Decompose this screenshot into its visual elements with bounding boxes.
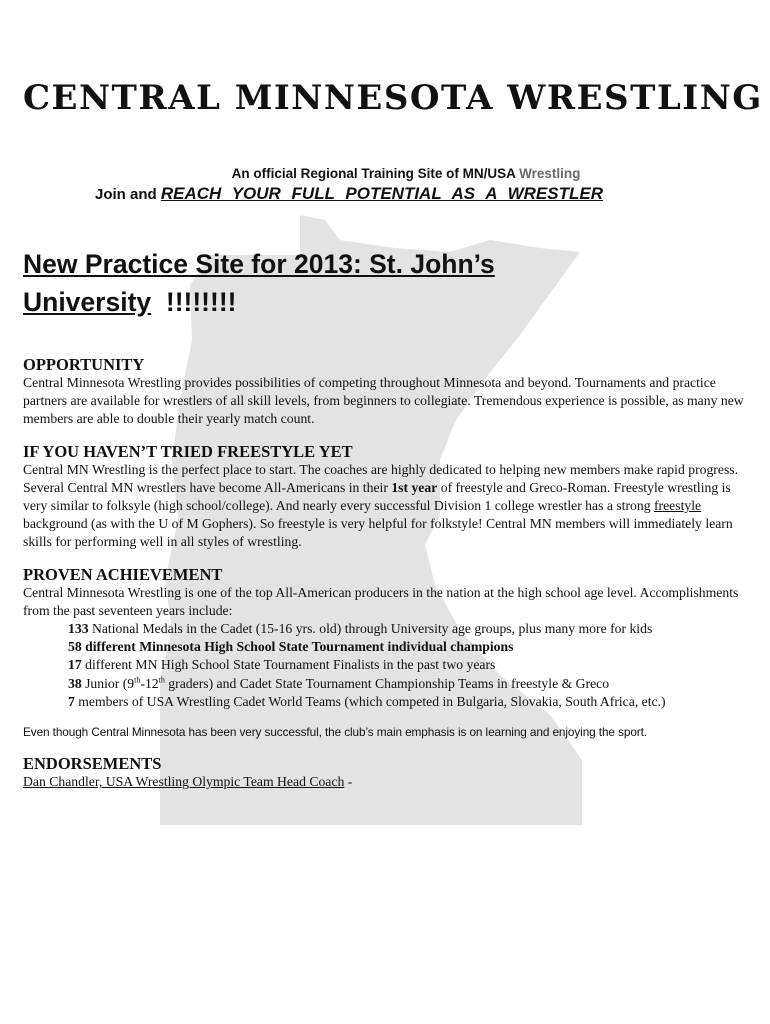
endorser-name: Dan Chandler, USA Wrestling Olympic Team Head Coach <box>23 774 345 790</box>
achievement-item: 58 different Minnesota High School State Tournament individual champions <box>68 639 514 655</box>
club-emphasis-statement: Even though Central Minnesota has been very successful, the club’s main emphasis is on learning and enjoying the sport. <box>23 725 647 740</box>
achievement-item <box>68 656 758 674</box>
achievement-item-number: 17 <box>68 657 82 673</box>
headline-exclamations: !!!!!!!! <box>165 287 237 317</box>
achievement-item-number: 7 <box>68 693 75 709</box>
achievement-item-text: National Medals in the Cadet (15-16 yrs. old) through University age groups, plus many more for kids <box>88 621 653 637</box>
achievement-intro: Central Minnesota Wrestling is one of the top All-American producers in the nation at the high school age level. Accomplishments from the past seventeen years include: <box>23 584 739 618</box>
achievement-item-text: different MN High School State Tournament Finalists in the past two years <box>81 657 496 673</box>
achievement-heading: PROVEN ACHIEVEMENT <box>23 564 223 584</box>
superscript: th <box>158 675 165 685</box>
achievement-item-text: Junior (9 <box>81 675 135 691</box>
achievement-item-number: 133 <box>68 621 89 637</box>
join-prefix: Join and <box>95 186 157 203</box>
achievement-item-number: 38 <box>68 675 82 691</box>
headline-university: University <box>23 287 152 317</box>
endorsement-suffix: - <box>344 774 353 790</box>
practice-site-headline <box>23 245 723 321</box>
achievement-item-text: -12 <box>140 675 159 691</box>
headline-line-2 <box>23 283 723 321</box>
headline-line-1: New Practice Site for 2013: St. John’s <box>23 249 495 279</box>
achievement-item <box>68 620 758 638</box>
join-line <box>95 184 603 204</box>
opportunity-heading: OPPORTUNITY <box>23 355 145 374</box>
achievement-item-text: members of USA Wrestling Cadet World Teams (which competed in Bulgaria, Slovakia, South Africa, etc.) <box>74 693 666 709</box>
join-slogan: REACH YOUR FULL POTENTIAL AS A WRESTLER <box>160 184 603 203</box>
achievement-item-text: graders) and Cadet State Tournament Championship Teams in freestyle & Greco <box>164 675 610 691</box>
document-title: CENTRAL MINNESOTA WRESTLING <box>23 78 763 118</box>
freestyle-text <box>23 461 758 552</box>
achievement-item <box>68 693 758 711</box>
achievement-list <box>68 620 758 711</box>
main-content <box>23 356 758 791</box>
tagline <box>0 166 770 181</box>
tagline-main: An official Regional Training Site of MN/USA <box>231 166 516 181</box>
freestyle-heading: IF YOU HAVEN’T TRIED FREESTYLE YET <box>23 441 353 461</box>
superscript: th <box>134 675 141 685</box>
endorsements-heading: ENDORSEMENTS <box>23 754 162 774</box>
endorsement-line <box>23 773 758 791</box>
freestyle-first-year: 1st year <box>391 479 438 495</box>
freestyle-text-b: of freestyle and Greco-Roman. Freestyle wrestling is very similar to folksyle (high school/college). And nearly every successful Division 1 college wrestler has a strong <box>23 479 731 514</box>
achievement-item <box>68 675 758 693</box>
opportunity-text: Central Minnesota Wrestling provides possibilities of competing throughout Minnesota and beyond. Tournaments and practice partners are available for wrestlers of all skill levels, from beginners to collegiate. Tremendous experience is possible, as many new members are able to double their yearly match count. <box>23 375 744 427</box>
freestyle-text-a: Central MN Wrestling is the perfect place to start. The coaches are highly dedicated to helping new members make rapid progress. Several Central MN wrestlers have become All-Americans in their <box>23 461 739 495</box>
freestyle-underlined-word: freestyle <box>653 498 702 514</box>
tagline-grey-word: Wrestling <box>519 166 581 181</box>
freestyle-text-c: background (as with the U of M Gophers). So freestyle is very helpful for folkstyle! Central MN members will immediately learn skills for performing well in all styles of wrestling. <box>23 516 733 550</box>
